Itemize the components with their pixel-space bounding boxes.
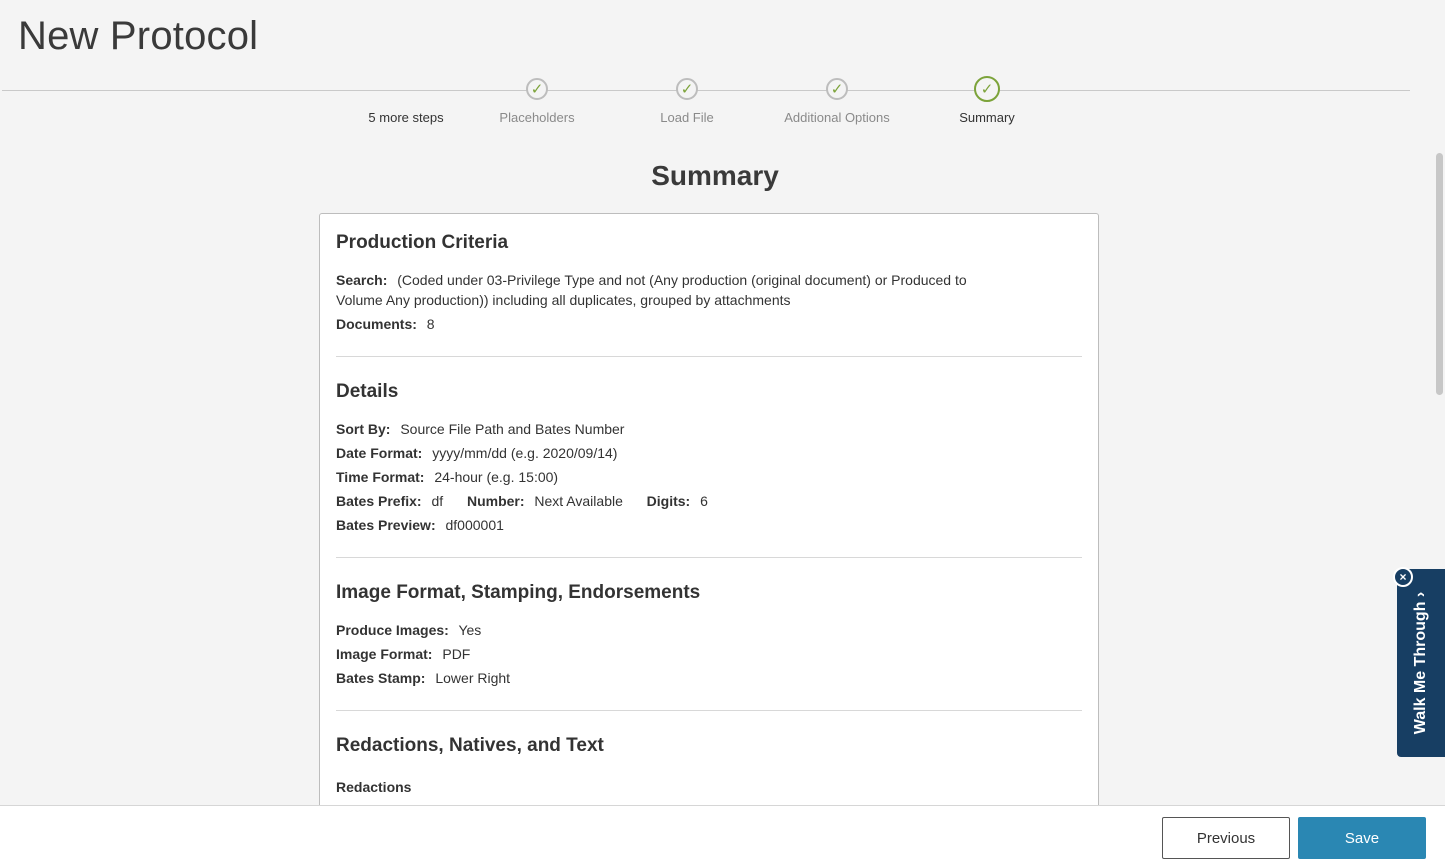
summary-card xyxy=(319,213,1099,833)
image-format-row xyxy=(336,644,1082,664)
time-format-label: Time Format: xyxy=(336,469,425,485)
footer-bar xyxy=(0,805,1445,867)
produce-images-value: Yes xyxy=(458,622,482,638)
more-steps-label: 5 more steps xyxy=(368,110,444,125)
image-format-title: Image Format, Stamping, Endorsements xyxy=(336,582,701,603)
sort-by-value: Source File Path and Bates Number xyxy=(400,421,625,437)
bates-preview-label: Bates Preview: xyxy=(336,517,436,533)
bates-stamp-label: Bates Stamp: xyxy=(336,670,426,686)
date-format-label: Date Format: xyxy=(336,445,423,461)
check-icon: ✓ xyxy=(826,78,848,100)
number-value: Next Available xyxy=(534,493,623,509)
sort-by-row xyxy=(336,419,1082,439)
documents-row xyxy=(336,314,1082,334)
digits-label: Digits: xyxy=(646,493,691,509)
number-label: Number: xyxy=(466,493,525,509)
bates-preview-row xyxy=(336,515,1082,535)
step-label: Additional Options xyxy=(784,110,890,125)
redactions-subheading: Redactions xyxy=(336,779,412,795)
step-label: Summary xyxy=(959,110,1015,125)
redactions-title: Redactions, Natives, and Text xyxy=(336,735,604,756)
page-title: New Protocol xyxy=(18,14,259,58)
save-button[interactable]: Save xyxy=(1298,817,1426,859)
documents-value: 8 xyxy=(426,316,435,332)
documents-label: Documents: xyxy=(336,316,417,332)
scrollbar-thumb[interactable] xyxy=(1436,153,1443,395)
details-section xyxy=(336,381,1082,558)
bates-row xyxy=(336,491,1082,511)
produce-images-label: Produce Images: xyxy=(336,622,449,638)
time-format-value: 24-hour (e.g. 15:00) xyxy=(434,469,559,485)
walk-me-through-tab[interactable] xyxy=(1397,569,1445,757)
details-title: Details xyxy=(336,381,399,402)
check-icon: ✓ xyxy=(676,78,698,100)
bates-prefix-value: df xyxy=(431,493,444,509)
date-format-row xyxy=(336,443,1082,463)
production-criteria-title: Production Criteria xyxy=(336,232,509,253)
production-criteria-section xyxy=(336,232,1082,357)
digits-value: 6 xyxy=(700,493,708,509)
check-icon: ✓ xyxy=(974,76,1000,102)
search-row xyxy=(336,270,986,310)
close-icon[interactable]: × xyxy=(1393,567,1413,587)
check-icon: ✓ xyxy=(526,78,548,100)
redactions-section xyxy=(336,735,1082,795)
step-summary[interactable] xyxy=(912,78,1062,125)
step-label: Placeholders xyxy=(499,110,575,125)
bates-stamp-value: Lower Right xyxy=(435,670,511,686)
step-more-steps[interactable] xyxy=(331,78,481,125)
step-label: Load File xyxy=(660,110,714,125)
summary-heading: Summary xyxy=(651,160,779,191)
search-value: (Coded under 03-Privilege Type and not (Any production (original document) or Produced to Volume Any production)) including all duplicates, grouped by attachments xyxy=(336,272,967,308)
previous-button[interactable]: Previous xyxy=(1162,817,1290,859)
image-format-section xyxy=(336,582,1082,711)
date-format-value: yyyy/mm/dd (e.g. 2020/09/14) xyxy=(432,445,618,461)
image-format-value: PDF xyxy=(442,646,471,662)
image-format-label: Image Format: xyxy=(336,646,433,662)
sort-by-label: Sort By: xyxy=(336,421,391,437)
produce-images-row xyxy=(336,620,1082,640)
step-additional-options[interactable] xyxy=(762,78,912,125)
walk-me-through-label: Walk Me Through › xyxy=(1412,591,1429,735)
step-placeholders[interactable] xyxy=(462,78,612,125)
time-format-row xyxy=(336,467,1082,487)
bates-stamp-row xyxy=(336,668,1082,688)
step-load-file[interactable] xyxy=(612,78,762,125)
bates-prefix-label: Bates Prefix: xyxy=(336,493,422,509)
bates-preview-value: df000001 xyxy=(445,517,504,533)
search-label: Search: xyxy=(336,272,388,288)
